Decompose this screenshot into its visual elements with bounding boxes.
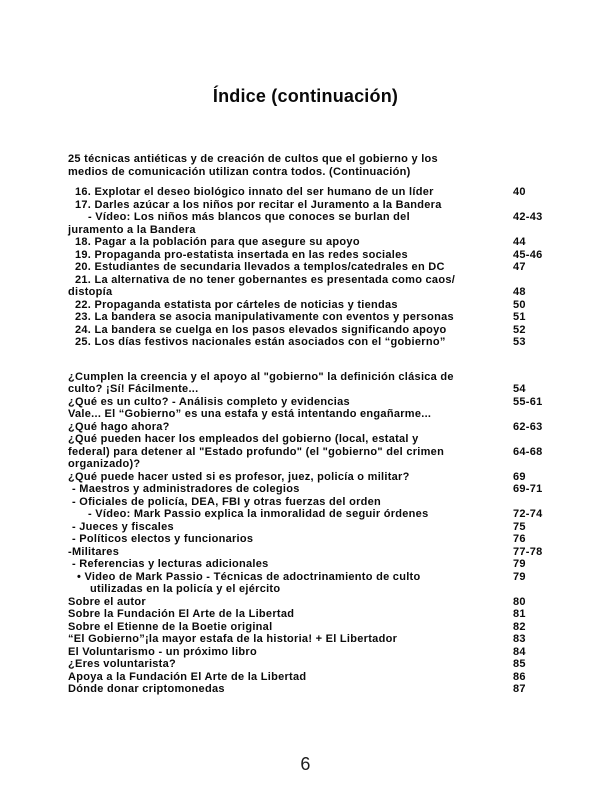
toc-section-header-line: 25 técnicas antiéticas y de creación de cultos que el gobierno y los [68,153,438,165]
toc-entry [68,646,573,659]
toc-entry [68,186,573,199]
toc-entry-line: 23. La bandera se asocia manipulativamente con eventos y personas [75,311,454,323]
toc-page-number: 69 [513,470,526,483]
toc-entry-line: ¿Eres voluntarista? [68,658,177,670]
toc-entry-line: - Vídeo: Los niños más blancos que conoces se burlan del [88,211,410,223]
toc-entry-line: 25. Los días festivos nacionales están asociados con el “gobierno” [75,336,446,348]
toc-entry [68,621,573,634]
toc-entry [68,336,573,349]
toc-entry-line: Sobre la Fundación El Arte de la Libertad [68,608,295,620]
toc-page-number: 40 [513,186,526,198]
toc-entry [68,633,573,646]
toc-entry-line: -Militares [68,545,120,558]
toc-entry-line: 19. Propaganda pro-estatista insertada en las redes sociales [75,248,408,261]
toc-entry-line: juramento a la Bandera [68,223,196,236]
toc-page-number: 54 [513,383,526,395]
toc-entry-line: ¿Qué pueden hacer los empleados del gobierno (local, estatal y [68,433,419,445]
table-of-contents [68,153,573,696]
toc-page-number: 86 [513,670,526,683]
toc-entry-line: culto? ¡Sí! Fácilmente... [68,383,199,395]
toc-entry [68,299,573,312]
toc-section [68,371,573,696]
toc-entry-line: 20. Estudiantes de secundaria llevados a templos/catedrales en DC [75,261,445,273]
toc-entry-line: - Maestros y administradores de colegios [72,483,300,495]
toc-page-number: 76 [513,533,526,545]
toc-page-number: 80 [513,595,526,608]
toc-entry-line: - Referencias y lecturas adicionales [72,558,269,570]
page-title: Índice (continuación) [212,86,399,106]
toc-entry [68,658,573,671]
toc-entry [68,236,573,249]
toc-page-number: 77-78 [513,545,543,558]
toc-entry [68,608,573,621]
toc-entry-line: 22. Propaganda estatista por cárteles de noticias y tiendas [75,298,398,311]
toc-page-number: 55-61 [513,395,543,408]
toc-entry [68,558,573,571]
toc-entry-line: 16. Explotar el deseo biológico innato del ser humano de un líder [75,186,434,198]
toc-entry-line: 18. Pagar a la población para que asegure su apoyo [75,236,360,248]
toc-entry [68,571,573,596]
toc-entry-line: Vale... El “Gobierno” es una estafa y está intentando engañarme... [68,408,432,420]
toc-entry [68,496,573,521]
toc-entry [68,261,573,274]
toc-page-number: 79 [513,558,526,570]
toc-entry-line: organizado)? [68,458,141,470]
toc-entry-line: - Vídeo: Mark Passio explica la inmoralidad de seguir órdenes [88,508,429,520]
toc-entry-line: ¿Cumplen la creencia y el apoyo al "gobierno" la definición clásica de [68,370,454,383]
toc-page-number: 45-46 [513,248,543,261]
toc-page-number: 84 [513,645,526,658]
toc-page-number: 72-74 [513,508,543,520]
toc-entries [68,186,573,349]
toc-entry-line: - Jueces y fiscales [72,520,174,533]
toc-entry-line: - Políticos electos y funcionarios [72,533,254,545]
toc-page-number: 69-71 [513,483,543,495]
toc-entry-line: ¿Qué es un culto? - Análisis completo y evidencias [68,395,350,408]
toc-page-number: 47 [513,261,526,273]
toc-entry [68,683,573,696]
toc-entry-line: Sobre el autor [68,595,146,608]
toc-page-number: 64-68 [513,445,543,458]
toc-page-number: 53 [513,336,526,348]
toc-page-number: 82 [513,620,526,633]
toc-section-header-line: medios de comunicación utilizan contra todos. (Continuación) [68,165,411,178]
toc-page-number: 83 [513,633,526,645]
toc-page-number: 75 [513,520,526,533]
toc-page-number: 79 [513,570,526,583]
toc-entry [68,408,573,433]
toc-entry [68,483,573,496]
toc-entry [68,396,573,409]
toc-page-number: 42-43 [513,211,543,223]
toc-entry [68,249,573,262]
toc-entry-line: 24. La bandera se cuelga en los pasos elevados significando apoyo [75,323,447,336]
toc-page-number: 87 [513,683,526,695]
toc-entry [68,311,573,324]
toc-entry-line: Sobre el Etienne de la Boetie original [68,620,273,633]
toc-entry-line: El Voluntarismo - un próximo libro [68,645,257,658]
toc-page-number: 81 [513,608,526,620]
toc-entry-line: 17. Darles azúcar a los niños por recitar el Juramento a la Bandera [75,198,442,211]
toc-entry-line: ¿Qué puede hacer usted si es profesor, juez, policía o militar? [68,470,410,483]
toc-page-number: 51 [513,311,526,323]
toc-section [68,153,573,349]
toc-entry-line: distopía [68,286,113,298]
toc-page-number: 52 [513,323,526,336]
toc-entry-line: “El Gobierno”¡la mayor estafa de la historia! + El Libertador [68,633,398,645]
toc-entries [68,371,573,696]
toc-entry-line: 21. La alternativa de no tener gobernantes es presentada como caos/ [75,273,456,286]
toc-entry [68,521,573,534]
toc-page-number: 50 [513,298,526,311]
toc-entry-line: utilizadas en la policía y el ejército [90,583,281,595]
toc-page-number: 44 [513,236,526,248]
toc-entry [68,533,573,546]
toc-entry [68,324,573,337]
toc-entry-line: ¿Qué hago ahora? [68,420,170,433]
toc-entry-line: federal) para detener al "Estado profundo" (el "gobierno" del crimen [68,445,445,458]
toc-entry [68,371,573,396]
toc-entry-line: - Oficiales de policía, DEA, FBI y otras fuerzas del orden [72,495,382,508]
toc-entry [68,596,573,609]
toc-entry-line: Dónde donar criptomonedas [68,683,225,695]
toc-entry [68,671,573,684]
toc-entry [68,199,573,237]
toc-entry [68,274,573,299]
toc-page-number: 62-63 [513,420,543,433]
toc-page-number: 48 [513,286,526,298]
toc-entry [68,433,573,471]
toc-entry-line: • Video de Mark Passio - Técnicas de adoctrinamiento de culto [77,570,421,583]
toc-entry [68,546,573,559]
toc-entry-line: Apoya a la Fundación El Arte de la Libertad [68,670,307,683]
toc-entry [68,471,573,484]
footer-page-number: 6 [300,754,311,774]
toc-page-number: 85 [513,658,526,670]
